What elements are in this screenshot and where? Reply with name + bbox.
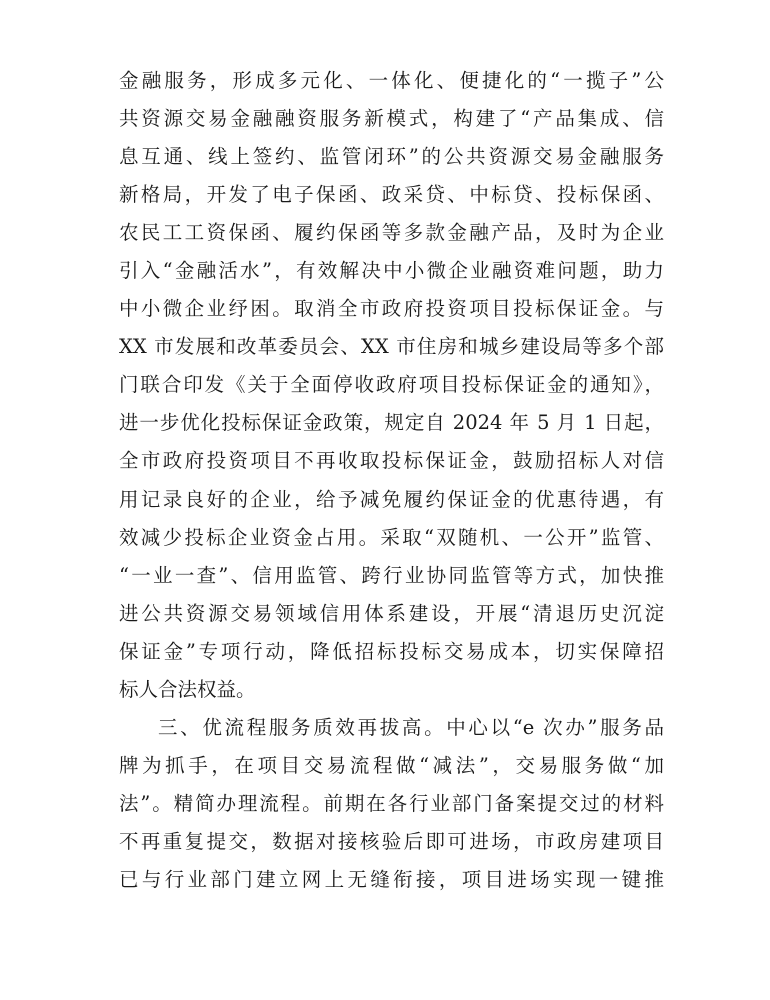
text-line: 全市政府投资项目不再收取投标保证金，鼓励招标人对信 [119, 449, 664, 473]
text-line: 共资源交易金融融资服务新模式，构建了“产品集成、信 [119, 107, 664, 131]
text-line: 新格局，开发了电子保函、政采贷、中标贷、投标保函、 [119, 183, 664, 207]
text-line: “一业一查”、信用监管、跨行业协同监管等方式，加快推 [119, 563, 664, 587]
text-line: 农民工工资保函、履约保函等多款金融产品，及时为企业 [119, 221, 664, 245]
text-line: XX 市发展和改革委员会、XX 市住房和城乡建设局等多个部 [119, 335, 664, 359]
text-line: 门联合印发《关于全面停收政府项目投标保证金的通知》， [119, 373, 664, 397]
section-heading-line: 三、优流程服务质效再拔高。中心以“e 次办”服务品 [158, 715, 664, 739]
text-line: 中小微企业纾困。取消全市政府投资项目投标保证金。与 [119, 297, 664, 321]
text-line: 息互通、线上签约、监管闭环”的公共资源交易金融服务 [119, 145, 664, 169]
document-body [119, 62, 664, 899]
text-line: 已与行业部门建立网上无缝衔接，项目进场实现一键推 [119, 867, 664, 891]
text-line: 保证金”专项行动，降低招标投标交易成本，切实保障招 [119, 639, 664, 663]
text-line: 金融服务，形成多元化、一体化、便捷化的“一揽子”公 [119, 69, 664, 92]
text-line: 引入“金融活水”，有效解决中小微企业融资难问题，助力 [119, 259, 664, 283]
text-line: 牌为抓手，在项目交易流程做“减法”，交易服务做“加 [119, 753, 664, 777]
text-line: 进一步优化投标保证金政策，规定自 2024 年 5 月 1 日起， [119, 411, 664, 435]
text-line: 用记录良好的企业，给予减免履约保证金的优惠待遇，有 [119, 487, 664, 511]
paragraph-end-line: 标人合法权益。 [119, 677, 256, 701]
text-line: 法”。精简办理流程。前期在各行业部门备案提交过的材料 [119, 791, 664, 815]
text-line: 进公共资源交易领域信用体系建设，开展“清退历史沉淀 [119, 601, 664, 625]
text-line: 效减少投标企业资金占用。采取“双随机、一公开”监管、 [119, 525, 664, 549]
text-line: 不再重复提交，数据对接核验后即可进场，市政房建项目 [119, 829, 664, 853]
